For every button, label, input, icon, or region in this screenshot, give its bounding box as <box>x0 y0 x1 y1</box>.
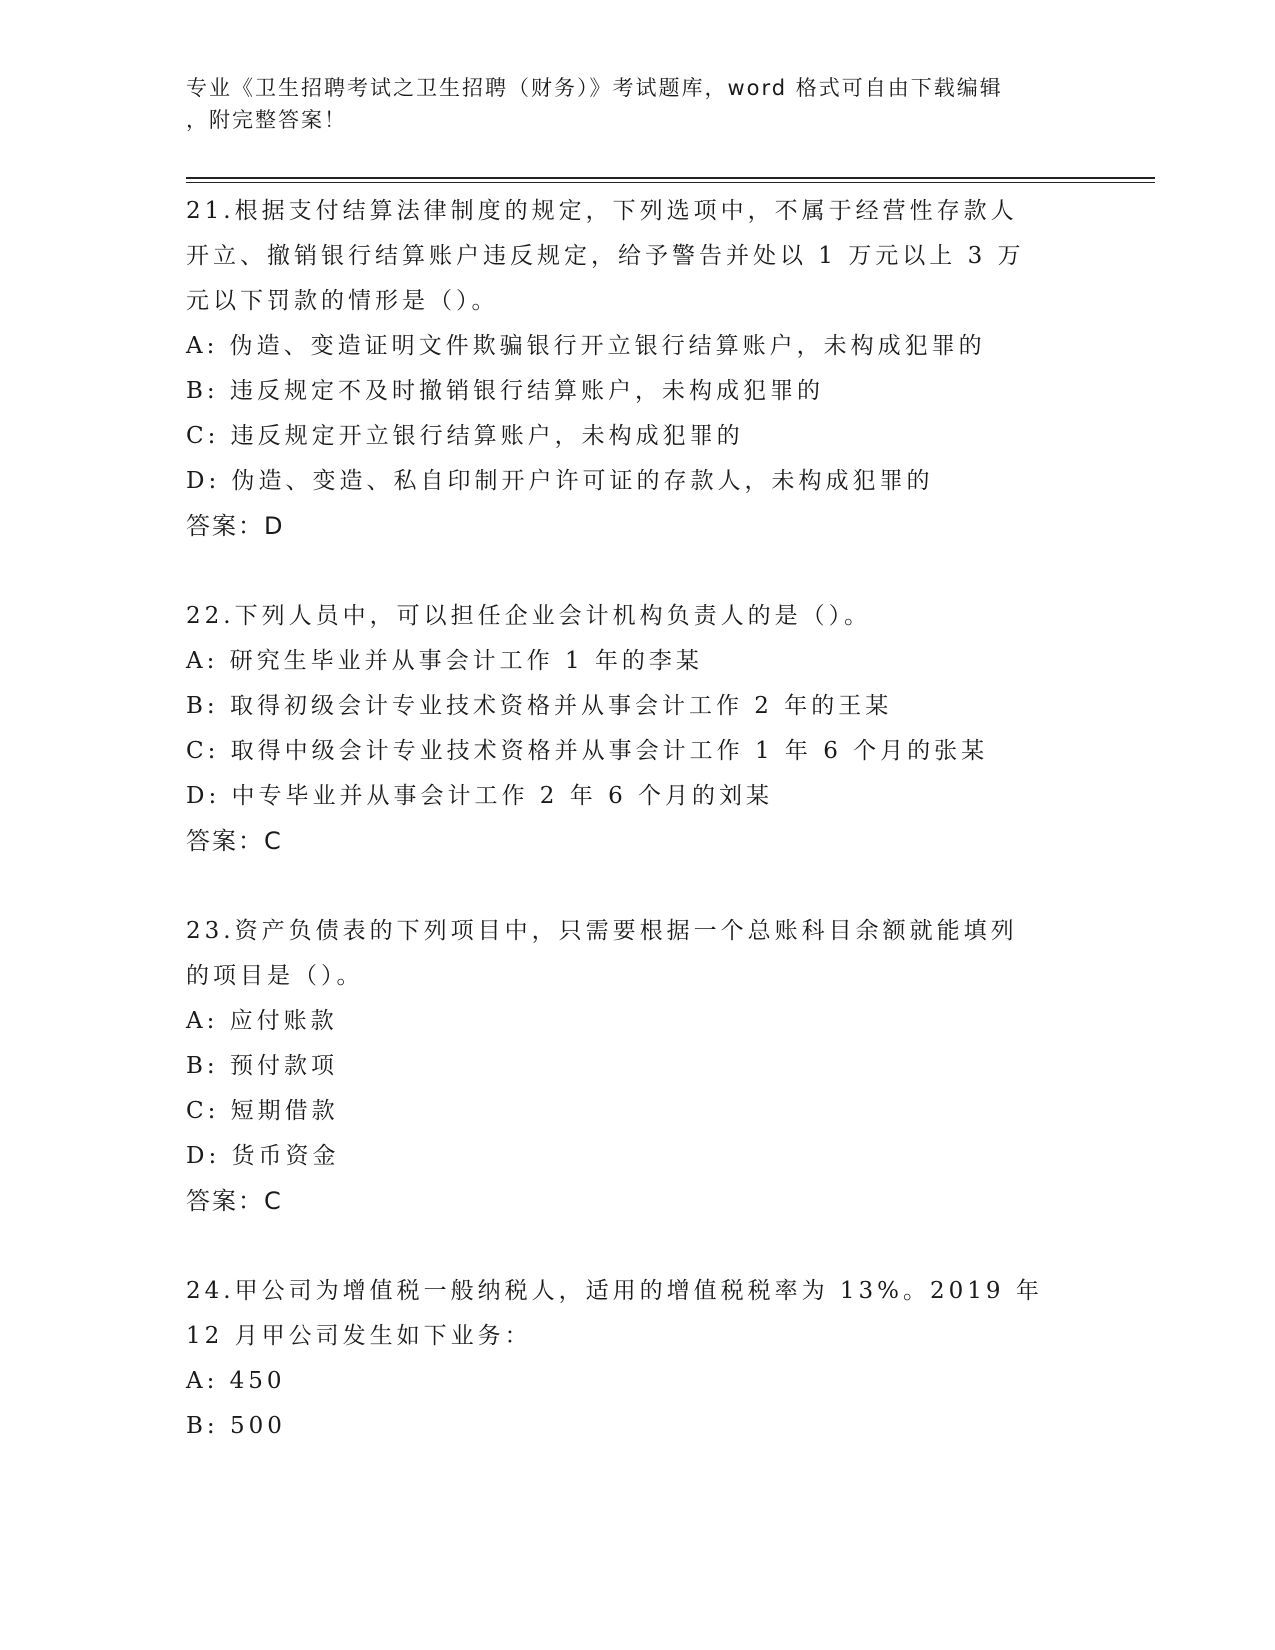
answer-line: 答案：D <box>186 512 285 540</box>
question-stem <box>186 189 1086 324</box>
header-line-2: ，附完整答案！ <box>186 108 347 132</box>
question-24 <box>186 1269 1086 1449</box>
option-d: D: 中专毕业并从事会计工作 2 年 6 个月的刘某 <box>186 783 774 809</box>
option-b: B: 500 <box>186 1413 286 1439</box>
option-c: C: 违反规定开立银行结算账户，未构成犯罪的 <box>186 423 744 449</box>
option-a: A: 研究生毕业并从事会计工作 1 年的李某 <box>186 648 703 674</box>
option-a: A: 伪造、变造证明文件欺骗银行开立银行结算账户，未构成犯罪的 <box>186 333 986 359</box>
option-d: D: 货币资金 <box>186 1143 340 1169</box>
option-b: B: 取得初级会计专业技术资格并从事会计工作 2 年的王某 <box>186 693 893 719</box>
question-list <box>186 189 1086 1494</box>
option-a: A: 450 <box>186 1368 286 1394</box>
question-22 <box>186 594 1086 864</box>
stem-line: 24.甲公司为增值税一般纳税人，适用的增值税税率为 13%。2019 年 <box>186 1278 1043 1304</box>
answer-line: 答案：C <box>186 827 283 855</box>
stem-line: 22.下列人员中，可以担任企业会计机构负责人的是（）。 <box>186 603 872 629</box>
question-21 <box>186 189 1086 549</box>
option-b: B: 违反规定不及时撤销银行结算账户，未构成犯罪的 <box>186 378 824 404</box>
option-a: A: 应付账款 <box>186 1008 338 1034</box>
option-b: B: 预付款项 <box>186 1053 338 1079</box>
stem-line: 21.根据支付结算法律制度的规定，下列选项中，不属于经营性存款人 <box>186 198 1018 224</box>
stem-line: 的项目是（）。 <box>186 963 364 989</box>
option-c: C: 短期借款 <box>186 1098 339 1124</box>
header-divider-thick <box>186 177 1155 179</box>
header-divider-thin <box>186 182 1155 183</box>
option-c: C: 取得中级会计专业技术资格并从事会计工作 1 年 6 个月的张某 <box>186 738 989 764</box>
stem-line: 23.资产负债表的下列项目中，只需要根据一个总账科目余额就能填列 <box>186 918 1018 944</box>
header-line-1: 专业《卫生招聘考试之卫生招聘（财务）》考试题库，word 格式可自由下载编辑 <box>186 76 1003 100</box>
document-header <box>186 72 1066 136</box>
stem-line: 12 月甲公司发生如下业务： <box>186 1323 532 1349</box>
stem-line: 元以下罚款的情形是（）。 <box>186 288 499 314</box>
question-stem <box>186 594 1086 639</box>
question-stem <box>186 1269 1086 1359</box>
option-d: D: 伪造、变造、私自印制开户许可证的存款人，未构成犯罪的 <box>186 468 934 494</box>
stem-line: 开立、撤销银行结算账户违反规定，给予警告并处以 1 万元以上 3 万 <box>186 243 1025 269</box>
answer-line: 答案：C <box>186 1187 283 1215</box>
question-23 <box>186 909 1086 1224</box>
question-stem <box>186 909 1086 999</box>
